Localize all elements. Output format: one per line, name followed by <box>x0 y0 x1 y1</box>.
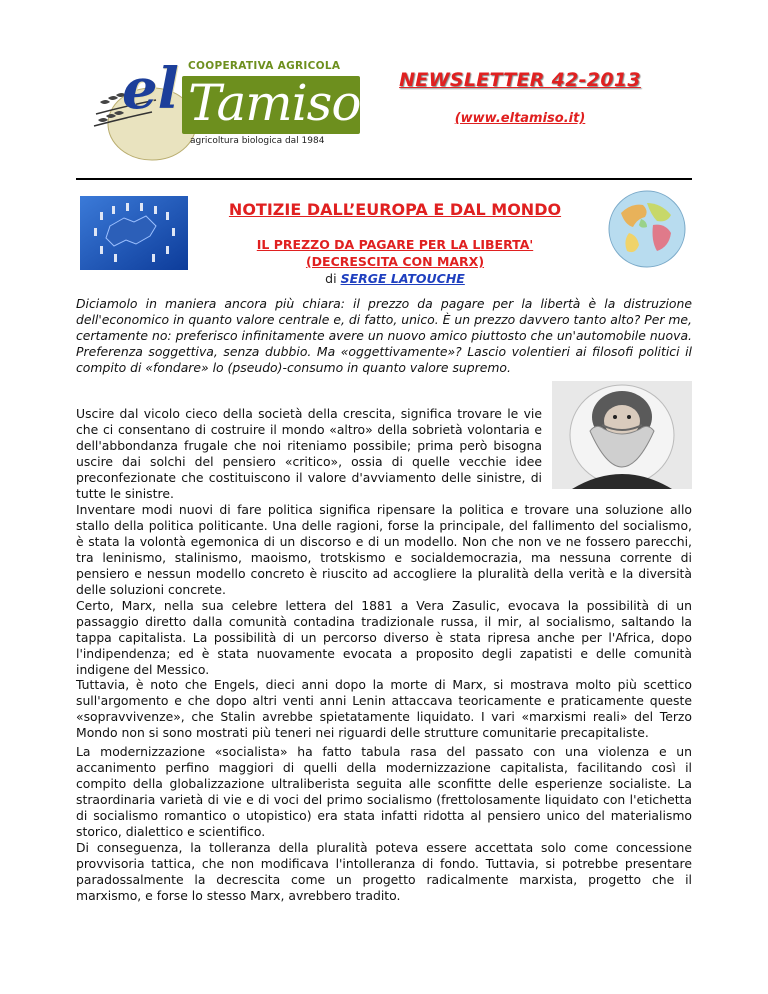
logo-el-text: el <box>122 56 179 122</box>
paragraph-5: Tuttavia, è noto che Engels, dieci anni dopo la morte di Marx, si mostrava molto più scettico sull'argomento e che dopo altri venti anni Lenin attaccava teoricamente e praticamente queste «sopravvivenze», che Stalin avrebbe spietatamente liquidato. I vari «marxismi reali» del Terzo Mondo non si sono mostrati più teneri nei riguardi delle strutture comunitarie precapitaliste. <box>76 677 692 740</box>
el-tamiso-logo <box>86 56 362 162</box>
author-link[interactable]: SERGE LATOUCHE <box>340 271 465 286</box>
paragraph-6: La modernizzazione «socialista» ha fatto tabula rasa del passato con una violenza e un accanimento perfino maggiori di quelli della modernizzazione capitalista, facilitando così il compito della globalizzazione ultraliberista seguita alle sconfitte delle esperienze socialiste. La straordinaria varietà di vie e di voci del primo socialismo (frettolosamente liquidato con l'etichetta di socialismo romantico o utopistico) era stata infatti ridotta al pensiero unico del materialismo storico, dialettico e scientifico. <box>76 744 692 839</box>
article-title-line2: (DECRESCITA CON MARX) <box>305 254 485 269</box>
article-title <box>190 236 600 270</box>
byline-prefix: di <box>325 271 337 286</box>
header-divider <box>76 178 692 180</box>
article-title-line1: IL PREZZO DA PAGARE PER LA LIBERTA' <box>256 237 534 252</box>
paragraph-2: Uscire dal vicolo cieco della società della crescita, significa trovare le vie che ci consentano di costruire il mondo «altro» della sobrietà volontaria e dell'abbondanza frugale che noi riteniamo possibile; prima però bisogna uscire dai solchi del pensiero «critico», ossia di quelle vecchie idee preconfezionate che costituiscono il valore d'avviamento delle sinistre, di tutte le sinistre. <box>76 406 542 501</box>
europe-map-image <box>80 196 188 270</box>
logo-name-text: Tamiso <box>188 74 361 132</box>
logo-subtitle: agricoltura biologica dal 1984 <box>190 136 325 146</box>
paragraph-4: Certo, Marx, nella sua celebre lettera del 1881 a Vera Zasulic, evocava la possibilità di un passaggio diretto dalla comunità contadina tradizionale russa, il mir, al socialismo, saltando la tappa capitalista. La possibilità di un percorso diverso è stata ripresa anche per l'Africa, dopo l'indipendenza; ed è stata nuovamente evocata a proposito degli zapatisti e delle comunità indigene del Messico. <box>76 598 692 677</box>
world-globe-icon <box>607 189 687 269</box>
website-link[interactable]: (www.eltamiso.it) <box>454 111 586 126</box>
paragraph-7: Di conseguenza, la tolleranza della pluralità poteva essere accettata solo come concessione provvisoria tattica, che non modificava l'intolleranza di fondo. Tuttavia, si potrebbe presentare paradossalmente la decrescita come un progetto radicalmente marxista, progetto che il marxismo, e forse lo stesso Marx, avrebbero tradito. <box>76 840 692 903</box>
paragraph-3: Inventare modi nuovi di fare politica significa ripensare la politica e trovare una soluzione allo stallo della politica politicante. Una delle ragioni, forse la principale, del fallimento del socialismo, è stata la volontà egemonica di un discorso e di un modello. Non che non ve ne fossero parecchi, tra leninismo, stalinismo, maoismo, trotskismo e socialdemocrazia, ma nessuna corrente di pensiero e nessun modello concreto è riuscito ad accogliere la pluralità della verità e la diversità delle soluzioni concrete. <box>76 502 692 597</box>
logo-tagline-top: COOPERATIVA AGRICOLA <box>188 60 341 72</box>
karl-marx-portrait <box>552 381 692 489</box>
section-title: NOTIZIE DALL’EUROPA E DAL MONDO <box>228 200 562 219</box>
byline <box>190 271 600 286</box>
newsletter-title: NEWSLETTER 42-2013 <box>399 69 641 91</box>
paragraph-1: Diciamolo in maniera ancora più chiara: il prezzo da pagare per la libertà è la distruzione dell'economico in quanto valore centrale e, di fatto, unico. È un prezzo davvero tanto alto? Per me, certamente no: preferisco infinitamente avere un nuovo amico piuttosto che un'automobile nuova. Preferenza soggettiva, senza dubbio. Ma «oggettivamente»? Lascio volentieri ai filosofi politici il compito di «fondare» lo (pseudo)-consumo in quanto valore supremo. <box>76 296 692 375</box>
